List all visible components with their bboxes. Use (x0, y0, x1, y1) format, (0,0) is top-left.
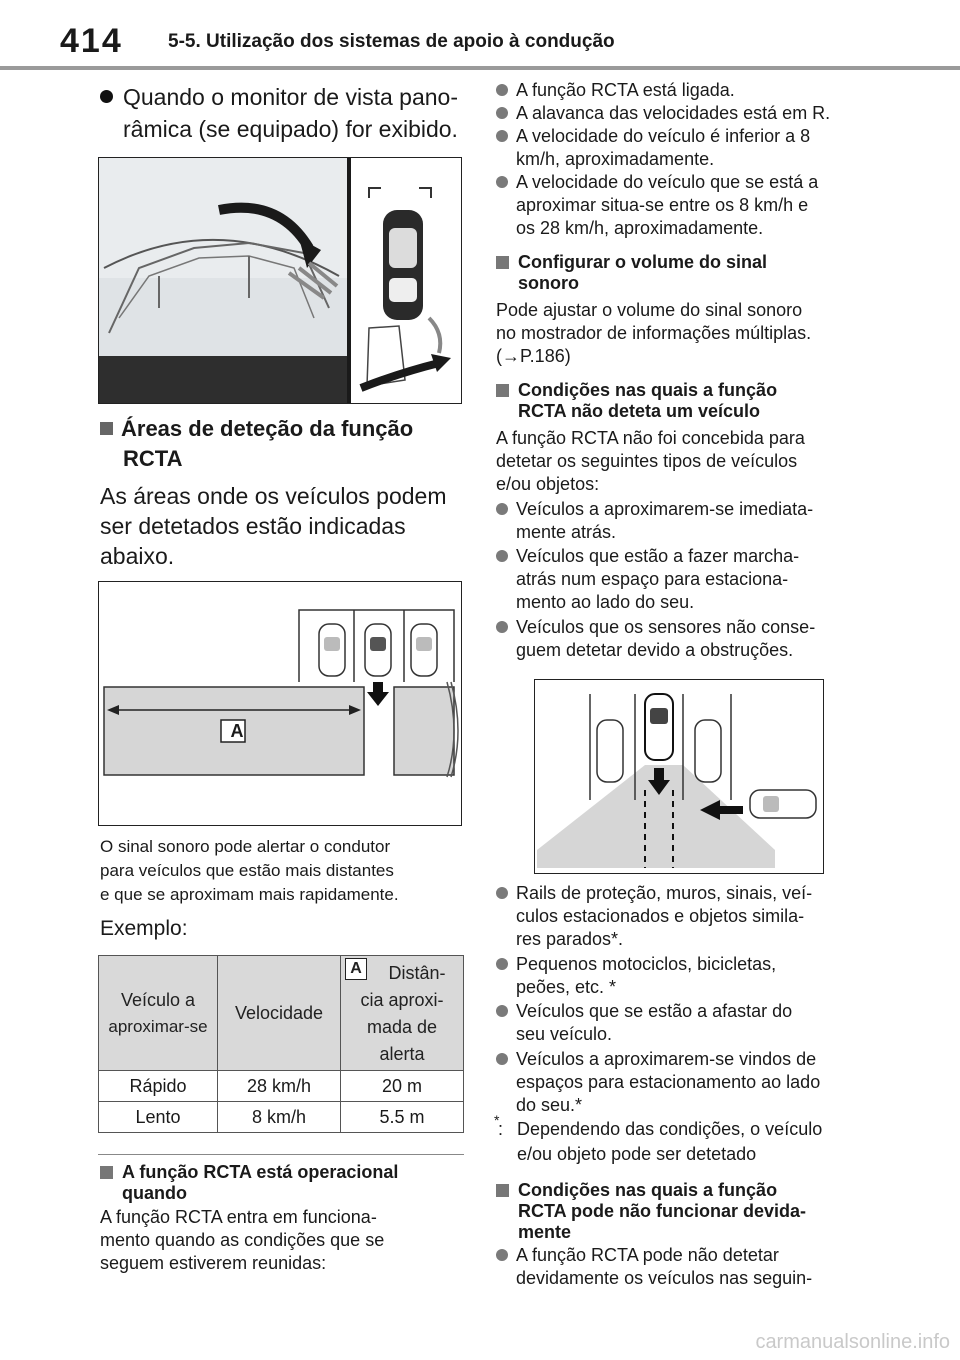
operational-text-1: A função RCTA entra em funciona- (100, 1207, 377, 1227)
zone-marker: A (345, 958, 367, 980)
own-vehicle (645, 694, 673, 760)
parked-car (597, 720, 623, 782)
malfunction-item: A função RCTA pode não detetar devidamente os veículos nas seguin- (496, 1244, 866, 1290)
bullet-icon (100, 90, 113, 103)
table-cell: Rápido (99, 1071, 218, 1102)
no-detect-heading: Condições nas quais a função RCTA não deteta um veículo (496, 380, 866, 422)
panoramic-bullet-cont: râmica (se equipado) for exibido. (123, 116, 458, 142)
operational-text-2: mento quando as condições que se (100, 1230, 385, 1250)
watermark: carmanualsonline.info (755, 1331, 950, 1353)
table-cell: 8 km/h (218, 1102, 341, 1133)
footnote-text-1: Dependendo das condições, o veículo (517, 1119, 823, 1139)
sound-note-3: e que se aproximam mais rapidamente. (100, 885, 399, 904)
bullet-icon (496, 550, 508, 562)
table-cell: 20 m (341, 1071, 464, 1102)
example-label: Exemplo: (100, 917, 188, 940)
approaching-vehicle-illustration (535, 680, 823, 873)
bullet-icon (496, 503, 508, 515)
own-vehicle (365, 624, 391, 676)
no-detect-text-2: detetar os seguintes tipos de veículos (496, 451, 798, 471)
bullet-icon (496, 107, 508, 119)
areas-heading: Áreas de deteção da função (100, 414, 413, 444)
square-bullet-icon (496, 1184, 509, 1197)
table-cell: 5.5 m (341, 1102, 464, 1133)
bullet-icon (496, 1249, 508, 1261)
condition-item: A função RCTA está ligada. (496, 79, 866, 102)
bullet-icon (496, 887, 508, 899)
volume-text-2: no mostrador de informações múltiplas. (496, 323, 812, 343)
square-bullet-icon (100, 422, 113, 435)
table-header-row (99, 956, 464, 1071)
parked-car (695, 720, 721, 782)
condition-item: A velocidade do veículo que se está a aproximar situa-se entre os 8 km/h e os 28 km/h, aproximadamente. (496, 171, 866, 240)
bullet-icon (496, 84, 508, 96)
no-detect-item: Veículos a aproximarem-se imediata- mente atrás. (496, 498, 866, 544)
approaching-car (750, 790, 816, 818)
no-detect-item: Veículos que estão a fazer marcha- atrás num espaço para estaciona- mento ao lado do seu. (496, 545, 866, 614)
table-row (99, 1071, 464, 1102)
bullet-icon (496, 621, 508, 633)
divider (98, 1154, 464, 1155)
right-detection-zone (394, 687, 454, 775)
parked-car-left (319, 624, 345, 676)
volume-text-1: Pode ajustar o volume do sinal sonoro (496, 300, 803, 320)
section-title: 5-5. Utilização dos sistemas de apoio à condução (168, 31, 615, 52)
bullet-icon (496, 176, 508, 188)
table-cell: 28 km/h (218, 1071, 341, 1102)
areas-text-3: abaixo. (100, 543, 175, 569)
no-detect-text-1: A função RCTA não foi concebida para (496, 428, 805, 448)
object-item: Pequenos motociclos, bicicletas, peões, etc. * (496, 953, 866, 999)
approaching-vehicle-figure (534, 679, 824, 874)
header-rule (0, 66, 960, 70)
object-item: Veículos a aproximarem-se vindos de espaços para estacionamento ao lado do seu.* (496, 1048, 866, 1117)
distance-header: A Distân- cia aproxi- mada de alerta (341, 956, 464, 1071)
areas-heading-cont: RCTA (123, 446, 183, 471)
square-bullet-icon (496, 384, 509, 397)
panoramic-view-illustration (99, 158, 461, 403)
volume-heading: Configurar o volume do sinal sonoro (496, 252, 866, 294)
areas-text-1: As áreas onde os veículos podem (100, 483, 447, 509)
object-item: Rails de proteção, muros, sinais, veí- culos estacionados e objetos simila- res parados*. (496, 882, 866, 951)
bullet-icon (496, 130, 508, 142)
sound-note-2: para veículos que estão mais distantes (100, 861, 394, 880)
footnote-text-2: e/ou objeto pode ser detetado (517, 1144, 757, 1164)
bullet-icon (496, 1053, 508, 1065)
square-bullet-icon (496, 256, 509, 269)
malfunction-heading: Condições nas quais a função RCTA pode não funcionar devida- mente (496, 1180, 866, 1243)
table-cell: Lento (99, 1102, 218, 1133)
vehicle-header: Veículo a aproximar-se (99, 956, 218, 1071)
alert-distance-table (98, 955, 464, 1133)
speed-header: Velocidade (218, 956, 341, 1071)
bullet-icon (496, 1005, 508, 1017)
detection-area-figure (98, 581, 462, 826)
table-row (99, 1102, 464, 1133)
bullet-icon (496, 958, 508, 970)
footnote-colon: : (498, 1119, 504, 1139)
page-reference-link[interactable]: (→P.186) (496, 346, 571, 366)
zone-label: A (230, 721, 244, 741)
panoramic-bullet: Quando o monitor de vista pano- (100, 82, 458, 113)
condition-item: A velocidade do veículo é inferior a 8 km/h, aproximadamente. (496, 125, 866, 171)
condition-item: A alavanca das velocidades está em R. (496, 102, 866, 125)
operational-heading: A função RCTA está operacional quando (100, 1162, 470, 1204)
object-item: Veículos que se estão a afastar do seu veículo. (496, 1000, 866, 1046)
sound-note-1: O sinal sonoro pode alertar o condutor (100, 837, 391, 856)
page-number: 414 (60, 22, 123, 60)
areas-text-2: ser detetados estão indicadas (100, 513, 406, 539)
no-detect-item: Veículos que os sensores não conse- guem detetar devido a obstruções. (496, 616, 866, 662)
operational-text-3: seguem estiverem reunidas: (100, 1253, 327, 1273)
parked-car-right (411, 624, 437, 676)
footnote-mark: * (494, 1112, 500, 1128)
square-bullet-icon (100, 1166, 113, 1179)
panoramic-view-figure (98, 157, 462, 404)
no-detect-text-3: e/ou objetos: (496, 474, 600, 494)
detection-area-illustration (99, 582, 461, 825)
